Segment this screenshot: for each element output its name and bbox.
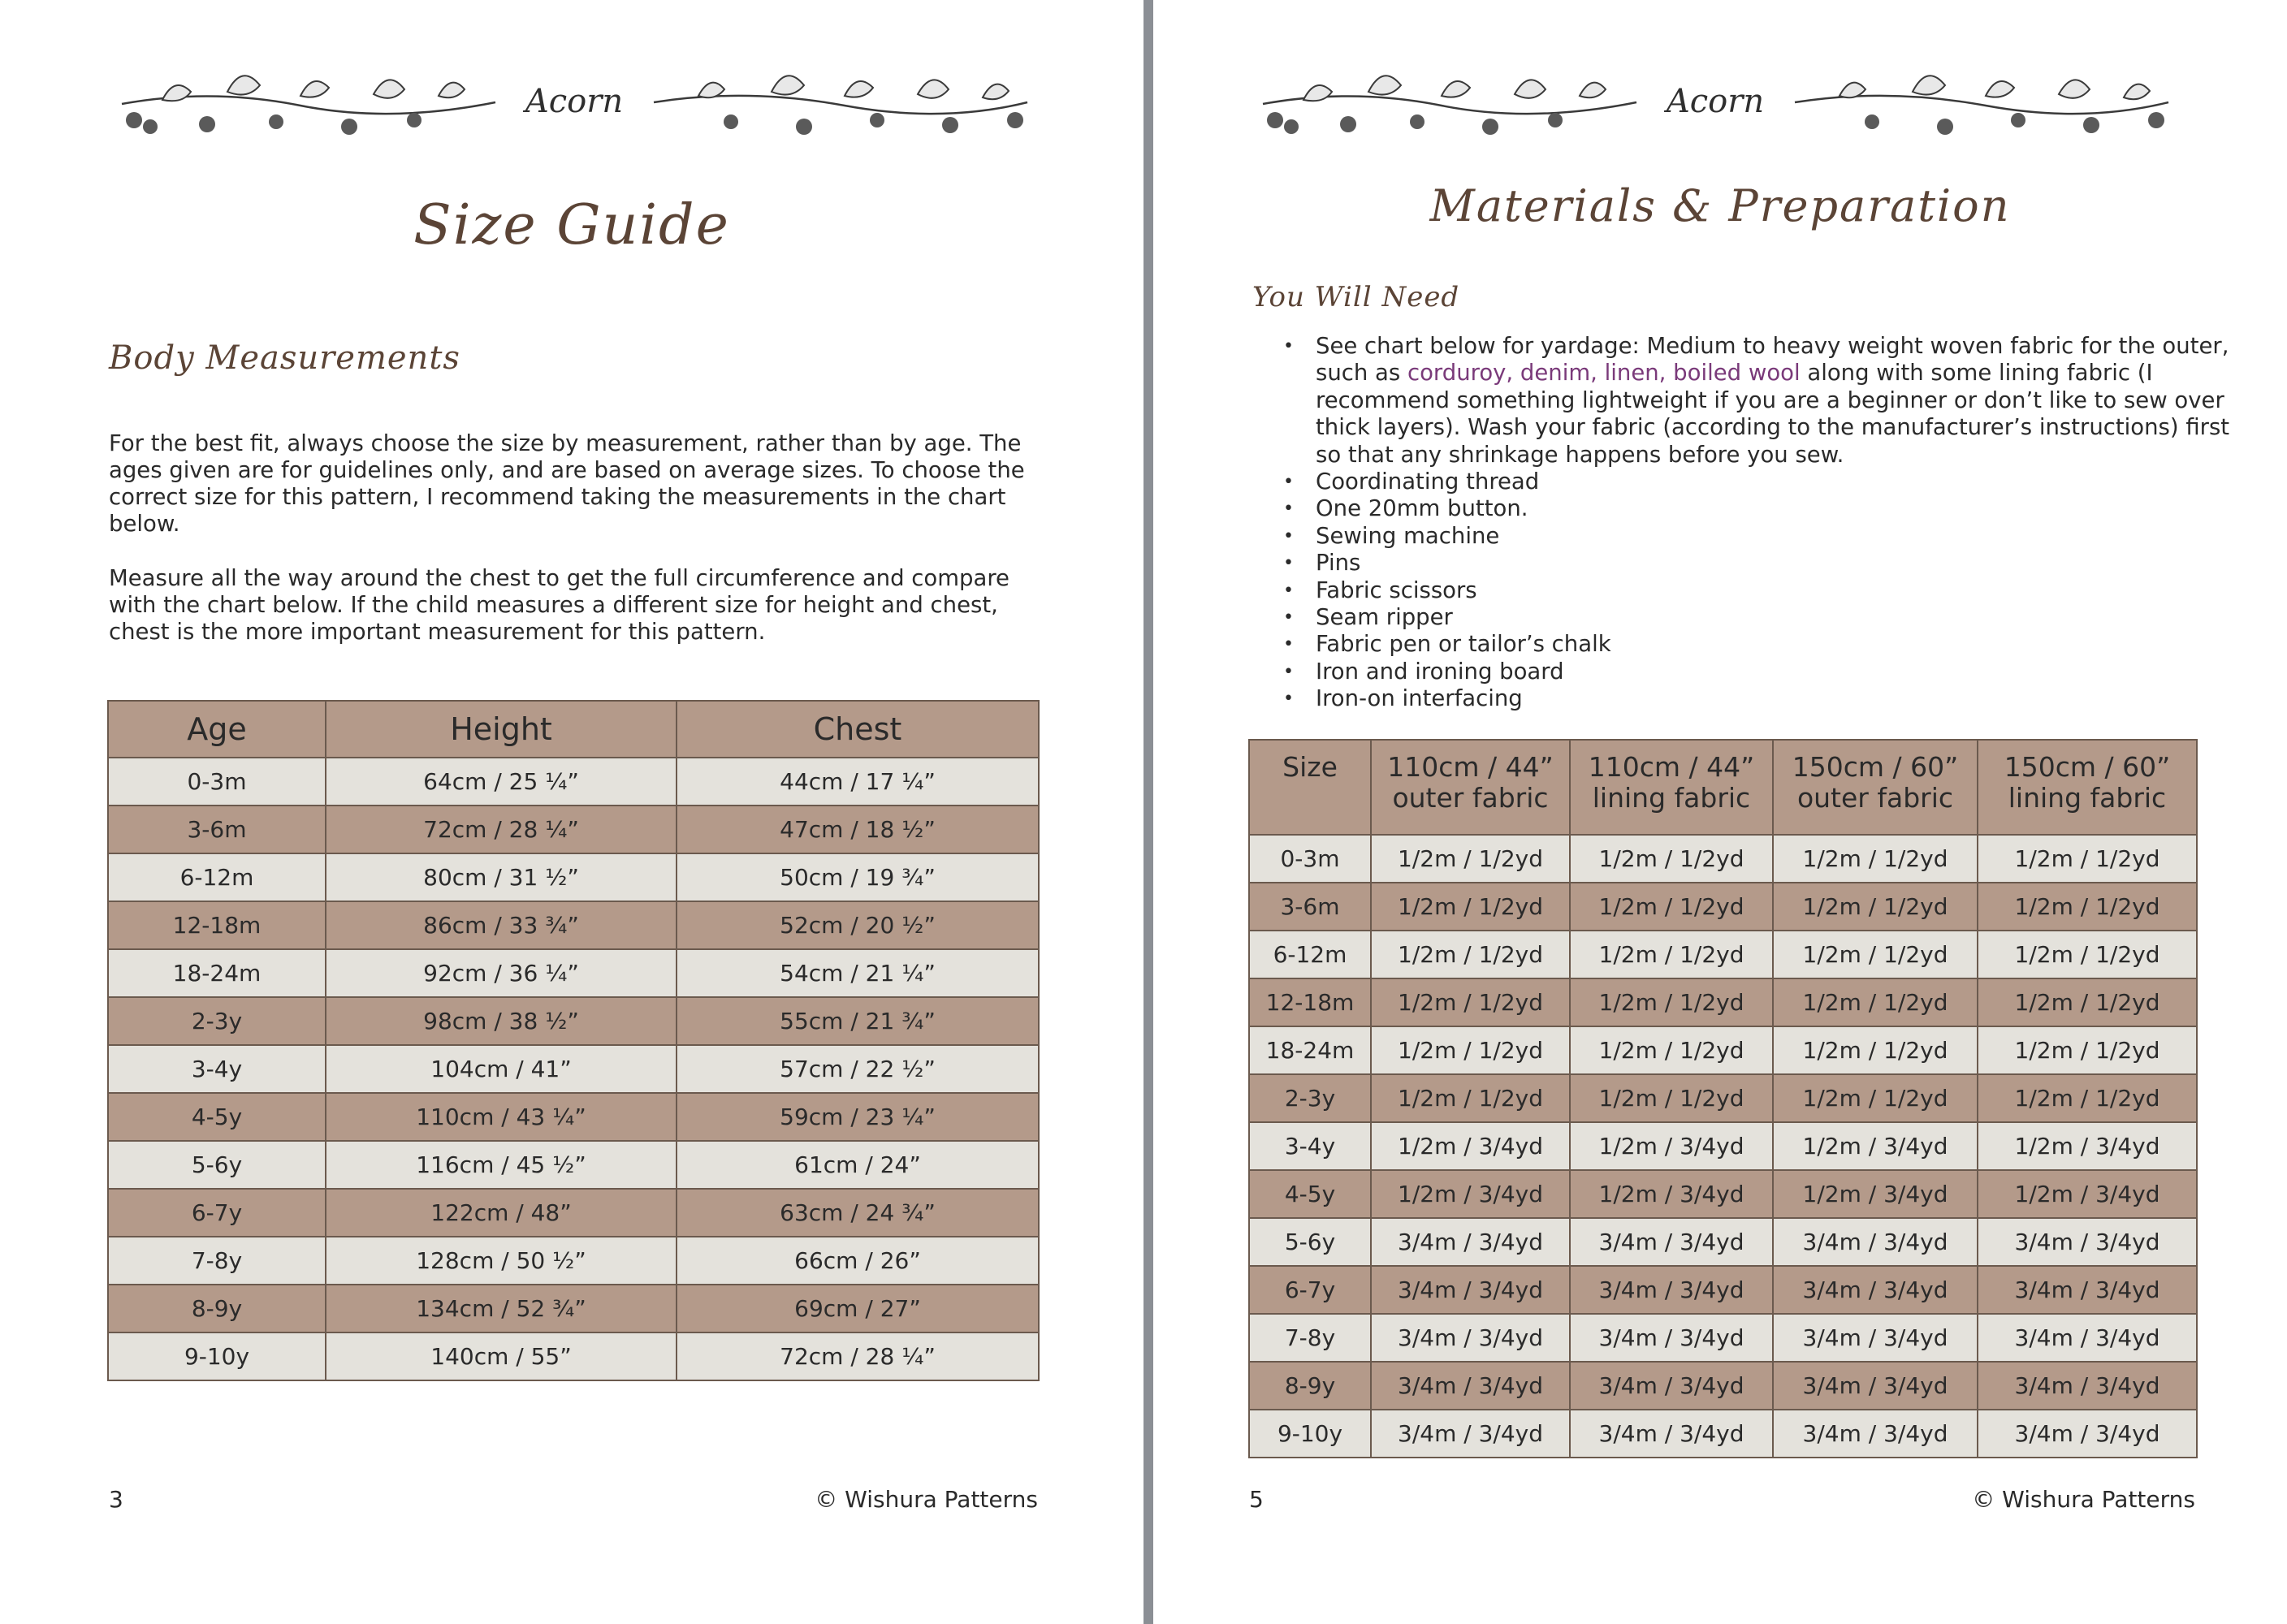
intro-paragraph: For the best fit, always choose the size by measurement, rather than by age. The ages given are for guidelines only, and are based on average sizes. To choose the correct size for this pattern, I recommend taking the measurements in the chart below.	[109, 430, 1025, 537]
table-row	[1249, 1026, 2197, 1074]
table-cell: 9-10y	[108, 1332, 326, 1380]
list-item: • Fabric pen or tailor’s chalk	[1316, 631, 2233, 658]
table-cell: 4-5y	[108, 1093, 326, 1141]
list-item: • Iron and ironing board	[1316, 659, 2233, 685]
table-cell: 3/4m / 3/4yd	[1978, 1266, 2197, 1314]
table-cell: 86cm / 33 ¾”	[326, 901, 677, 949]
fabric-suggestions: corduroy, denim, linen, boiled wool	[1407, 360, 1801, 387]
page-title: Size Guide	[413, 193, 730, 257]
column-header: 150cm / 60” outer fabric	[1773, 740, 1978, 835]
table-cell: 72cm / 28 ¼”	[326, 806, 677, 853]
table-cell: 0-3m	[108, 758, 326, 806]
table-cell: 3/4m / 3/4yd	[1570, 1218, 1773, 1266]
table-cell: 7-8y	[1249, 1314, 1371, 1362]
table-cell: 110cm / 43 ¼”	[326, 1093, 677, 1141]
table-cell: 44cm / 17 ¼”	[677, 758, 1039, 806]
table-cell: 3/4m / 3/4yd	[1570, 1314, 1773, 1362]
table-cell: 6-7y	[1249, 1266, 1371, 1314]
table-cell: 1/2m / 1/2yd	[1978, 978, 2197, 1026]
table-cell: 50cm / 19 ¾”	[677, 853, 1039, 901]
table-cell: 1/2m / 1/2yd	[1371, 883, 1570, 931]
table-cell: 134cm / 52 ¾”	[326, 1285, 677, 1332]
list-item: • One 20mm button.	[1316, 495, 2233, 522]
table-cell: 1/2m / 1/2yd	[1371, 835, 1570, 883]
acorn-vine-banner	[114, 55, 1035, 145]
acorn-vine-banner	[1255, 55, 2177, 145]
table-cell: 80cm / 31 ½”	[326, 853, 677, 901]
table-row	[1249, 1122, 2197, 1170]
table-row	[1249, 931, 2197, 978]
table-cell: 104cm / 41”	[326, 1045, 677, 1093]
table-cell: 3/4m / 3/4yd	[1773, 1266, 1978, 1314]
chest-paragraph: Measure all the way around the chest to get the full circumference and compare with the chart below. If the child measures a different size for height and chest, chest is the more important measurement for this pattern.	[109, 565, 1009, 645]
table-cell: 64cm / 25 ¼”	[326, 758, 677, 806]
table-cell: 3/4m / 3/4yd	[1773, 1410, 1978, 1458]
table-cell: 1/2m / 1/2yd	[1773, 1074, 1978, 1122]
table-cell: 54cm / 21 ¼”	[677, 949, 1039, 997]
table-cell: 1/2m / 3/4yd	[1978, 1122, 2197, 1170]
table-cell: 3/4m / 3/4yd	[1773, 1218, 1978, 1266]
table-cell: 2-3y	[1249, 1074, 1371, 1122]
table-cell: 3/4m / 3/4yd	[1773, 1362, 1978, 1410]
materials-list	[1283, 333, 2233, 713]
table-row	[1249, 883, 2197, 931]
table-cell: 1/2m / 1/2yd	[1570, 1074, 1773, 1122]
list-item	[1316, 333, 2233, 469]
table-cell: 3/4m / 3/4yd	[1371, 1218, 1570, 1266]
table-row	[1249, 978, 2197, 1026]
banner-brand: Acorn	[525, 83, 624, 120]
table-cell: 122cm / 48”	[326, 1189, 677, 1237]
section-heading: You Will Need	[1252, 281, 1460, 313]
table-cell: 1/2m / 1/2yd	[1570, 835, 1773, 883]
table-row	[1249, 1410, 2197, 1458]
table-cell: 1/2m / 1/2yd	[1978, 1026, 2197, 1074]
list-item: • Iron-on interfacing	[1316, 685, 2233, 712]
table-header-row	[108, 701, 1039, 758]
table-cell: 3/4m / 3/4yd	[1773, 1314, 1978, 1362]
table-row	[108, 1093, 1039, 1141]
table-cell: 1/2m / 3/4yd	[1978, 1170, 2197, 1218]
table-cell: 57cm / 22 ½”	[677, 1045, 1039, 1093]
table-cell: 1/2m / 1/2yd	[1773, 883, 1978, 931]
table-cell: 5-6y	[108, 1141, 326, 1189]
table-cell: 98cm / 38 ½”	[326, 997, 677, 1045]
table-cell: 1/2m / 3/4yd	[1570, 1122, 1773, 1170]
copyright: © Wishura Patterns	[1972, 1486, 2195, 1513]
column-header: Height	[326, 701, 677, 758]
table-cell: 6-12m	[1249, 931, 1371, 978]
table-cell: 12-18m	[108, 901, 326, 949]
table-cell: 1/2m / 1/2yd	[1371, 1026, 1570, 1074]
table-cell: 6-7y	[108, 1189, 326, 1237]
table-cell: 8-9y	[108, 1285, 326, 1332]
table-cell: 1/2m / 3/4yd	[1371, 1170, 1570, 1218]
table-cell: 3-4y	[1249, 1122, 1371, 1170]
table-cell: 1/2m / 1/2yd	[1978, 1074, 2197, 1122]
table-cell: 92cm / 36 ¼”	[326, 949, 677, 997]
table-cell: 47cm / 18 ½”	[677, 806, 1039, 853]
table-cell: 1/2m / 3/4yd	[1773, 1170, 1978, 1218]
column-header: 110cm / 44” lining fabric	[1570, 740, 1773, 835]
table-row	[1249, 835, 2197, 883]
vine-decoration-icon	[114, 55, 1035, 145]
table-cell: 1/2m / 1/2yd	[1773, 931, 1978, 978]
table-cell: 3/4m / 3/4yd	[1978, 1314, 2197, 1362]
table-cell: 1/2m / 3/4yd	[1371, 1122, 1570, 1170]
table-cell: 3-6m	[108, 806, 326, 853]
table-cell: 7-8y	[108, 1237, 326, 1285]
table-row	[1249, 1362, 2197, 1410]
table-cell: 3/4m / 3/4yd	[1371, 1362, 1570, 1410]
table-cell: 72cm / 28 ¼”	[677, 1332, 1039, 1380]
table-cell: 1/2m / 1/2yd	[1978, 931, 2197, 978]
vine-decoration-icon	[1255, 55, 2177, 145]
table-cell: 128cm / 50 ½”	[326, 1237, 677, 1285]
table-cell: 3/4m / 3/4yd	[1570, 1410, 1773, 1458]
table-cell: 0-3m	[1249, 835, 1371, 883]
table-cell: 1/2m / 1/2yd	[1371, 978, 1570, 1026]
table-row	[1249, 1314, 2197, 1362]
table-cell: 66cm / 26”	[677, 1237, 1039, 1285]
table-cell: 1/2m / 3/4yd	[1773, 1122, 1978, 1170]
column-header: 150cm / 60” lining fabric	[1978, 740, 2197, 835]
table-cell: 3/4m / 3/4yd	[1371, 1266, 1570, 1314]
table-cell: 3/4m / 3/4yd	[1371, 1410, 1570, 1458]
column-header: Chest	[677, 701, 1039, 758]
table-row	[108, 1189, 1039, 1237]
table-cell: 18-24m	[108, 949, 326, 997]
table-row	[108, 853, 1039, 901]
list-item-text: See chart below for yardage: Medium to heavy weight woven fabric for the outer, such as	[1316, 333, 2229, 387]
table-cell: 1/2m / 1/2yd	[1978, 835, 2197, 883]
table-row	[1249, 1074, 2197, 1122]
table-row	[108, 758, 1039, 806]
table-cell: 1/2m / 1/2yd	[1773, 1026, 1978, 1074]
table-row	[108, 806, 1039, 853]
table-cell: 3/4m / 3/4yd	[1978, 1410, 2197, 1458]
table-cell: 1/2m / 1/2yd	[1371, 931, 1570, 978]
copyright: © Wishura Patterns	[815, 1486, 1038, 1513]
table-cell: 1/2m / 3/4yd	[1570, 1170, 1773, 1218]
table-cell: 3/4m / 3/4yd	[1570, 1362, 1773, 1410]
table-cell: 1/2m / 1/2yd	[1570, 931, 1773, 978]
table-cell: 52cm / 20 ½”	[677, 901, 1039, 949]
page-number: 3	[109, 1486, 123, 1513]
table-cell: 1/2m / 1/2yd	[1570, 1026, 1773, 1074]
table-row	[1249, 1170, 2197, 1218]
table-cell: 6-12m	[108, 853, 326, 901]
table-cell: 5-6y	[1249, 1218, 1371, 1266]
section-heading: Body Measurements	[109, 339, 460, 377]
table-cell: 69cm / 27”	[677, 1285, 1039, 1332]
table-cell: 1/2m / 1/2yd	[1570, 883, 1773, 931]
table-cell: 3/4m / 3/4yd	[1570, 1266, 1773, 1314]
page-title: Materials & Preparation	[1429, 180, 2011, 231]
page-number: 5	[1249, 1486, 1264, 1513]
list-item: • Seam ripper	[1316, 604, 2233, 631]
table-row	[108, 949, 1039, 997]
table-cell: 3-6m	[1249, 883, 1371, 931]
table-cell: 55cm / 21 ¾”	[677, 997, 1039, 1045]
table-cell: 140cm / 55”	[326, 1332, 677, 1380]
table-cell: 59cm / 23 ¼”	[677, 1093, 1039, 1141]
table-cell: 2-3y	[108, 997, 326, 1045]
table-cell: 3-4y	[108, 1045, 326, 1093]
table-cell: 1/2m / 1/2yd	[1773, 835, 1978, 883]
table-header-row	[1249, 740, 2197, 835]
right-page	[1153, 0, 2287, 1624]
size-table	[107, 700, 1040, 1381]
table-cell: 61cm / 24”	[677, 1141, 1039, 1189]
table-cell: 18-24m	[1249, 1026, 1371, 1074]
list-item: • Fabric scissors	[1316, 577, 2233, 604]
column-header: 110cm / 44” outer fabric	[1371, 740, 1570, 835]
yardage-table	[1248, 739, 2198, 1458]
list-item-text: along with some lining fabric (I recommend something lightweight if you are a beginner or don’t like to sew over thick layers). Wash your fabric (according to the manufacturer’s instructions) first so that any shrinkage happens before you sew.	[1316, 360, 2230, 468]
table-cell: 1/2m / 1/2yd	[1570, 978, 1773, 1026]
table-row	[108, 1332, 1039, 1380]
table-row	[108, 901, 1039, 949]
table-cell: 3/4m / 3/4yd	[1371, 1314, 1570, 1362]
table-row	[108, 1141, 1039, 1189]
table-cell: 4-5y	[1249, 1170, 1371, 1218]
table-cell: 1/2m / 1/2yd	[1773, 978, 1978, 1026]
table-row	[108, 1285, 1039, 1332]
table-row	[108, 997, 1039, 1045]
table-cell: 8-9y	[1249, 1362, 1371, 1410]
table-cell: 1/2m / 1/2yd	[1978, 883, 2197, 931]
list-item: • Coordinating thread	[1316, 469, 2233, 495]
column-header: Size	[1249, 740, 1371, 835]
list-item: • Pins	[1316, 550, 2233, 577]
table-cell: 12-18m	[1249, 978, 1371, 1026]
table-row	[108, 1237, 1039, 1285]
table-cell: 9-10y	[1249, 1410, 1371, 1458]
table-cell: 116cm / 45 ½”	[326, 1141, 677, 1189]
list-item: • Sewing machine	[1316, 523, 2233, 550]
table-row	[1249, 1266, 2197, 1314]
table-row	[1249, 1218, 2197, 1266]
table-cell: 63cm / 24 ¾”	[677, 1189, 1039, 1237]
column-header: Age	[108, 701, 326, 758]
banner-brand: Acorn	[1666, 83, 1765, 120]
table-cell: 3/4m / 3/4yd	[1978, 1218, 2197, 1266]
table-cell: 1/2m / 1/2yd	[1371, 1074, 1570, 1122]
table-cell: 3/4m / 3/4yd	[1978, 1362, 2197, 1410]
table-row	[108, 1045, 1039, 1093]
